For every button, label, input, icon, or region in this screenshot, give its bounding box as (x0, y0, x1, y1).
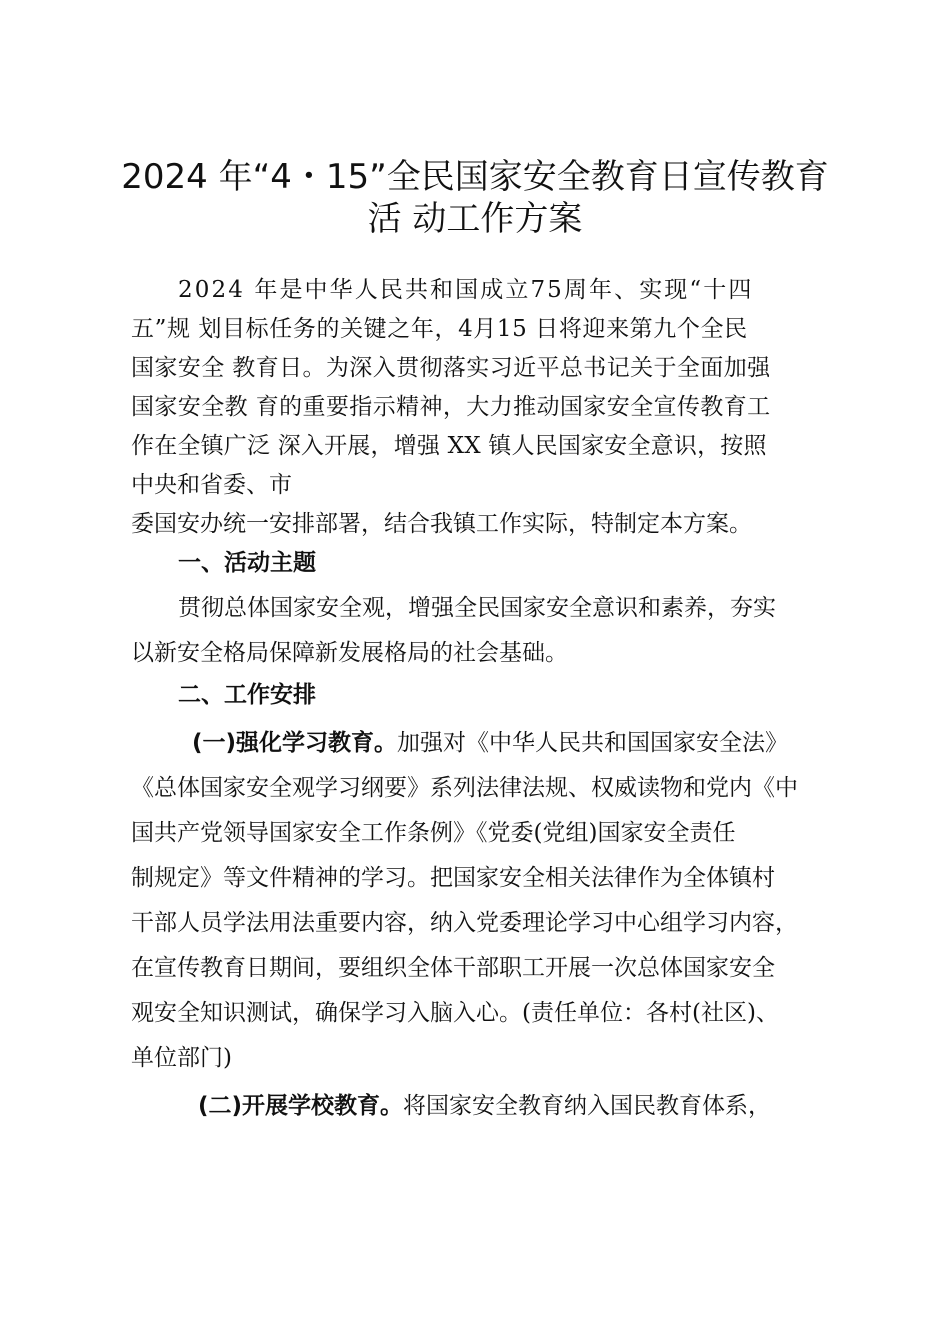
item-1-line-3: 国共产党领导国家安全工作条例》《党委(党组)国家安全责任 (131, 820, 736, 846)
item-2-first-text: 将国家安全教育纳入国民教育体系， (403, 1093, 772, 1119)
section-heading-arrangement: 二、工作安排 (178, 682, 316, 708)
intro-line-7: 委国安办统一安排部署，结合我镇工作实际，特制定本方案。 (131, 511, 752, 537)
item-1-label: (一)强化学习教育。 (192, 730, 398, 756)
item-2-first-line (198, 1091, 771, 1121)
theme-line-2: 以新安全格局保障新发展格局的社会基础。 (131, 640, 568, 666)
intro-line-3: 国家安全 教育日。为深入贯彻落实习近平总书记关于全面加强 (131, 355, 771, 381)
intro-line-2: 五”规 划目标任务的关键之年，4月15 日将迎来第九个全民 (131, 316, 748, 342)
document-title-line-1: 2024 年“4・15”全民国家安全教育日宣传教育 (121, 157, 829, 197)
item-1-line-7: 观安全知识测试，确保学习入脑入心。(责任单位：各村(社区)、 (131, 1000, 779, 1026)
item-1-line-8: 单位部门) (131, 1045, 232, 1071)
item-1-line-5: 干部人员学法用法重要内容，纳入党委理论学习中心组学习内容， (131, 910, 798, 936)
item-1-line-4: 制规定》等文件精神的学习。把国家安全相关法律作为全体镇村 (131, 865, 775, 891)
item-1-line-6: 在宣传教育日期间，要组织全体干部职工开展一次总体国家安全 (131, 955, 775, 981)
item-1-first-text: 加强对《中华人民共和国国家安全法》 (397, 730, 789, 756)
item-2-label: (二)开展学校教育。 (198, 1093, 404, 1119)
intro-line-5: 作在全镇广泛 深入开展，增强 XX 镇人民国家安全意识，按照 (131, 433, 767, 459)
document-title-line-2: 活 动工作方案 (367, 199, 583, 239)
theme-line-1: 贯彻总体国家安全观，增强全民国家安全意识和素养，夯实 (178, 595, 776, 621)
intro-line-6: 中央和省委、市 (131, 472, 292, 498)
item-1-line-2: 《总体国家安全观学习纲要》系列法律法规、权威读物和党内《中 (131, 775, 798, 801)
intro-line-1: 2024 年是中华人民共和国成立75周年、实现“十四 (178, 277, 754, 303)
item-1-first-line (192, 728, 788, 758)
section-heading-theme: 一、活动主题 (178, 550, 316, 576)
intro-line-4: 国家安全教 育的重要指示精神，大力推动国家安全宣传教育工 (131, 394, 771, 420)
